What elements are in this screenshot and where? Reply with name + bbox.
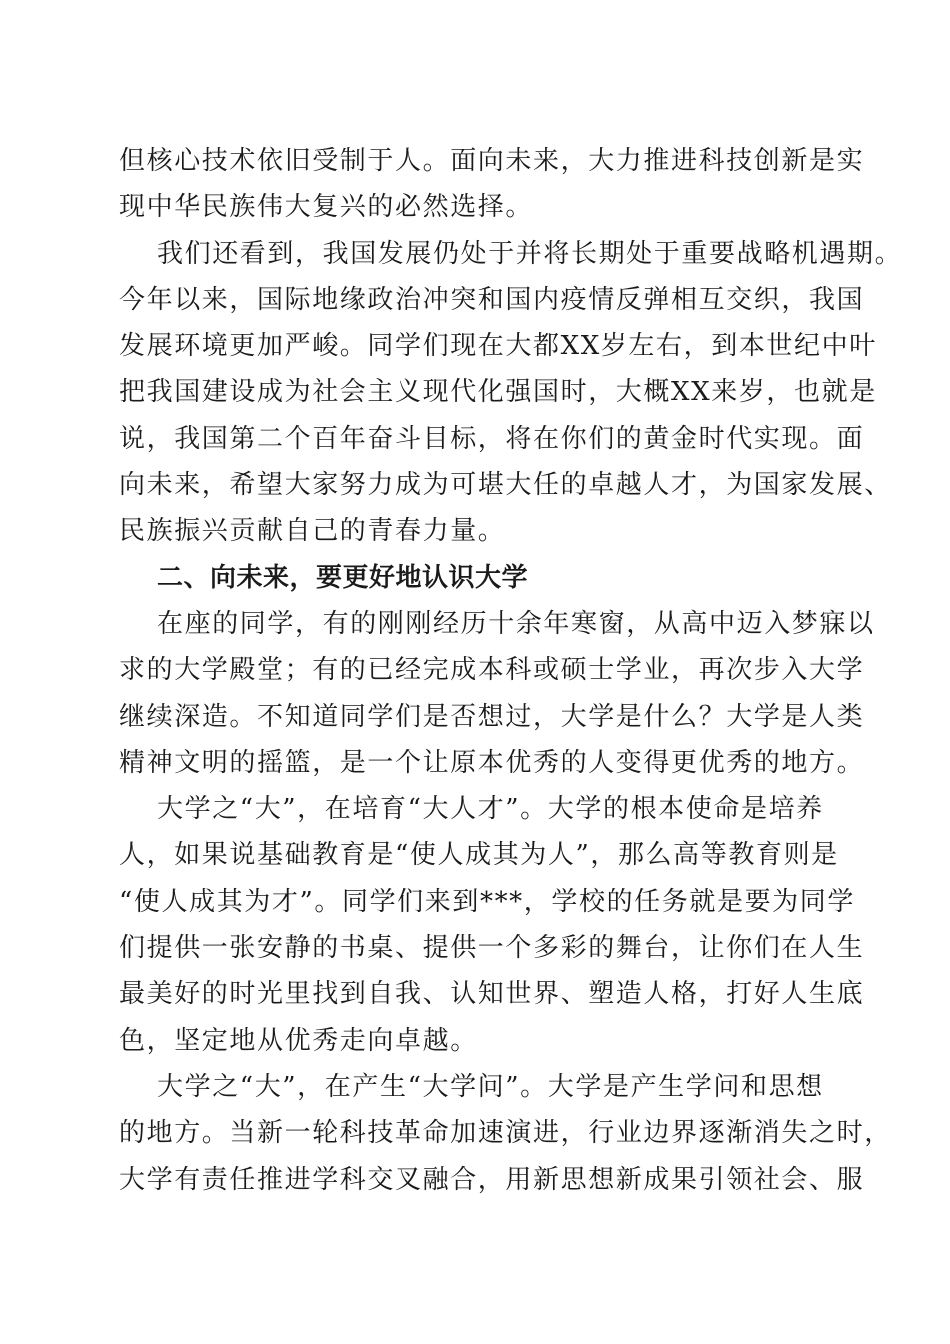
paragraph-4	[119, 786, 865, 1064]
text-line: 大学有责任推进学科交叉融合，用新思想新成果引领社会、服	[119, 1164, 865, 1195]
text-line: 色，坚定地从优秀走向卓越。	[119, 1025, 478, 1056]
text-line: 现中华民族伟大复兴的必然选择。	[119, 192, 534, 223]
paragraph-3	[119, 601, 875, 786]
text-line: 我们还看到，我国发展仍处于并将长期处于重要战略机遇期。	[157, 238, 903, 269]
paragraph-2	[119, 231, 903, 555]
text-line: 求的大学殿堂；有的已经完成本科或硕士学业，再次步入大学	[119, 655, 865, 686]
text-line: 大学之“大”，在培育“大人才”。大学的根本使命是培养	[157, 794, 824, 825]
text-line: 继续深造。不知道同学们是否想过，大学是什么？大学是人类	[119, 701, 865, 732]
text-line: 最美好的时光里找到自我、认知世界、塑造人格，打好人生底	[119, 979, 865, 1010]
text-line: 把我国建设成为社会主义现代化强国时，大概XX来岁，也就是	[119, 377, 877, 408]
text-line: 今年以来，国际地缘政治冲突和国内疫情反弹相互交织，我国	[119, 284, 865, 315]
text-line: 人，如果说基础教育是“使人成其为人”，那么高等教育则是	[119, 840, 839, 871]
text-line: 大学之“大”，在产生“大学问”。大学是产生学问和思想	[157, 1071, 824, 1102]
text-line: 的地方。当新一轮科技革命加速演进，行业边界逐渐消失之时，	[119, 1118, 892, 1149]
text-line: 但核心技术依旧受制于人。面向未来，大力推进科技创新是实	[119, 146, 865, 176]
paragraph-5	[119, 1064, 892, 1203]
text-line: 民族振兴贡献自己的青春力量。	[119, 516, 506, 547]
paragraph-1	[119, 138, 865, 231]
section-heading: 二、向未来，要更好地认识大学	[157, 562, 529, 593]
text-line: 向未来，希望大家努力成为可堪大任的卓越人才，为国家发展、	[119, 470, 892, 501]
text-line: 精神文明的摇篮，是一个让原本优秀的人变得更优秀的地方。	[119, 747, 865, 778]
text-line: 在座的同学，有的刚刚经历十余年寒窗，从高中迈入梦寐以	[157, 608, 875, 639]
text-line: 说，我国第二个百年奋斗目标，将在你们的黄金时代实现。面	[119, 423, 865, 454]
document-body	[119, 138, 903, 1203]
text-line: 们提供一张安静的书桌、提供一个多彩的舞台，让你们在人生	[119, 933, 865, 964]
text-line: “使人成其为才”。同学们来到***，学校的任务就是要为同学	[119, 886, 855, 917]
text-line: 发展环境更加严峻。同学们现在大都XX岁左右，到本世纪中叶	[119, 331, 877, 362]
